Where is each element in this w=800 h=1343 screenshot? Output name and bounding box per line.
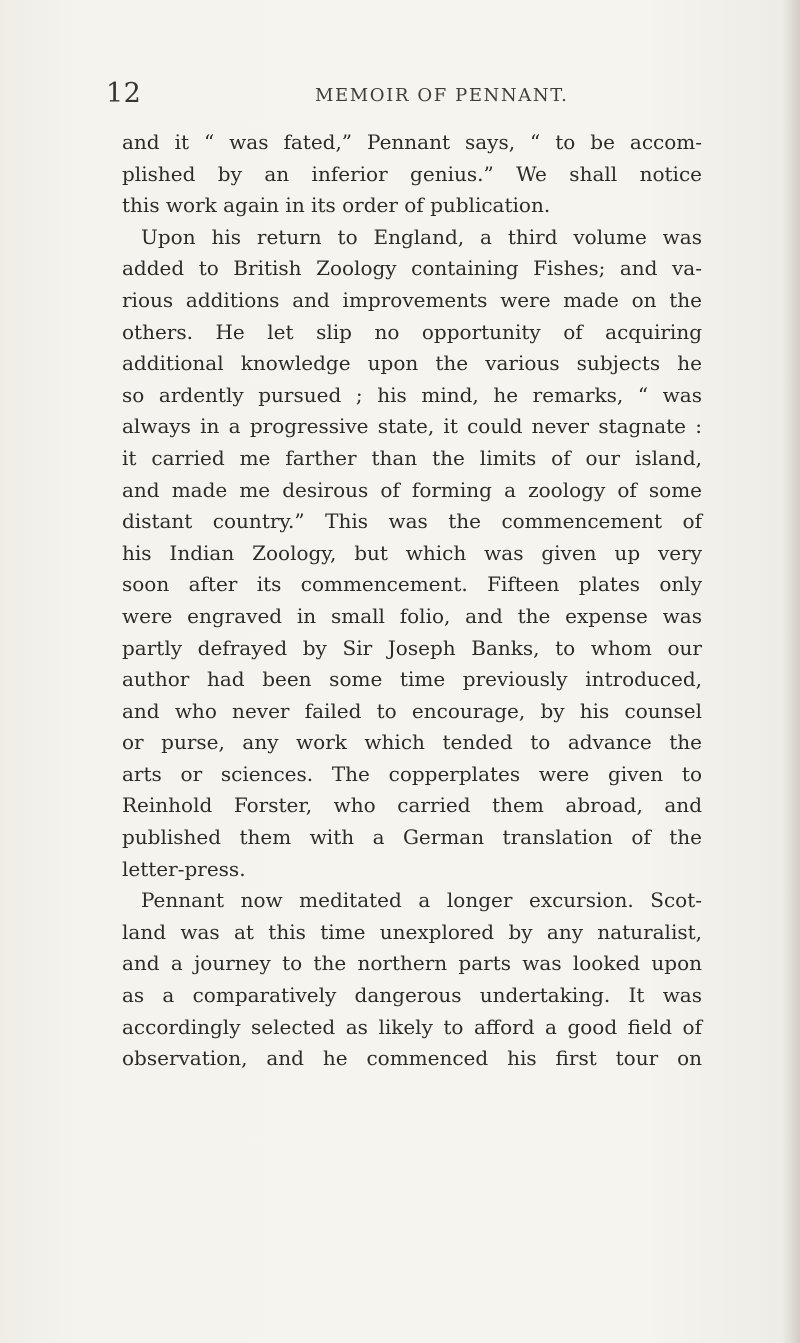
text-line: partly defrayed by Sir Joseph Banks, to whom our bbox=[122, 635, 702, 660]
text-line: added to British Zoology containing Fishes; and va- bbox=[122, 256, 702, 281]
text-line: as a comparatively dangerous undertaking. It was bbox=[122, 983, 702, 1008]
text-line: Pennant now meditated a longer excursion. Scot- bbox=[141, 888, 702, 913]
text-line: land was at this time unexplored by any naturalist, bbox=[122, 919, 702, 944]
text-line: his Indian Zoology, but which was given up very bbox=[122, 540, 702, 565]
text-line: others. He let slip no opportunity of acquiring bbox=[122, 319, 702, 344]
text-line: author had been some time previously introduced, bbox=[122, 667, 702, 692]
text-line: and made me desirous of forming a zoology of some bbox=[122, 477, 702, 502]
text-line: observation, and he commenced his first tour on bbox=[122, 1046, 702, 1071]
text-line: Upon his return to England, a third volume was bbox=[141, 224, 702, 249]
running-head: MEMOIR OF PENNANT. bbox=[315, 85, 569, 106]
text-line: always in a progressive state, it could never stagnate : bbox=[122, 414, 702, 439]
text-line: additional knowledge upon the various subjects he bbox=[122, 351, 702, 376]
text-line: soon after its commencement. Fifteen plates only bbox=[122, 572, 702, 597]
page-edge-shadow bbox=[782, 0, 800, 1343]
text-line: rious additions and improvements were made on the bbox=[122, 287, 702, 312]
text-line: accordingly selected as likely to afford a good field of bbox=[122, 1014, 702, 1039]
text-line: Reinhold Forster, who carried them abroad, and bbox=[122, 793, 702, 818]
page-number: 12 bbox=[106, 78, 142, 109]
text-line: distant country.” This was the commencement of bbox=[122, 509, 702, 534]
text-line: and it “ was fated,” Pennant says, “ to be accom- bbox=[122, 130, 702, 154]
text-line: and a journey to the northern parts was looked upon bbox=[122, 951, 702, 976]
body-text bbox=[122, 127, 702, 1075]
text-line: or purse, any work which tended to advance the bbox=[122, 730, 702, 755]
text-line: arts or sciences. The copperplates were given to bbox=[122, 761, 702, 786]
text-line: so ardently pursued ; his mind, he remarks, “ was bbox=[122, 382, 702, 407]
text-line: published them with a German translation of the bbox=[122, 825, 702, 850]
text-line: it carried me farther than the limits of our island, bbox=[122, 445, 702, 470]
text-line: and who never failed to encourage, by his counsel bbox=[122, 698, 702, 723]
text-line: letter-press. bbox=[122, 856, 246, 881]
text-line: plished by an inferior genius.” We shall notice bbox=[122, 161, 702, 186]
text-line: this work again in its order of publication. bbox=[122, 193, 551, 218]
text-line: were engraved in small folio, and the expense was bbox=[122, 603, 702, 628]
